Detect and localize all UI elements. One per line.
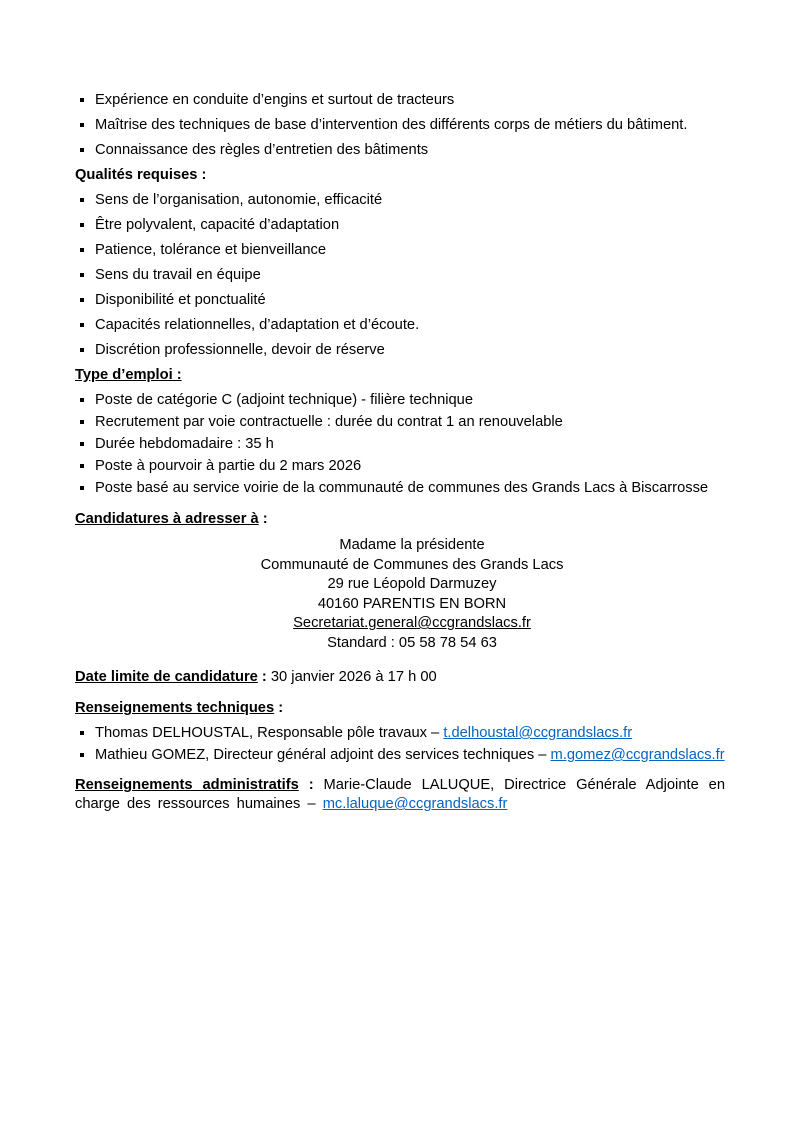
qualites-heading: Qualités requises : [75,167,207,183]
bullet-item [75,392,725,409]
bullet-square-icon [80,123,84,127]
bullet-square-icon [80,248,84,252]
renseignements-techniques-heading [75,700,725,717]
address-block [75,536,725,653]
admin-email-link[interactable]: mc.laluque@ccgrandslacs.fr [322,796,508,812]
bullet-square-icon [80,273,84,277]
renseignements-techniques-label: Renseignements techniques [75,700,275,716]
bullet-text: Recrutement par voie contractuelle : durée du contrat 1 an renouvelable [95,414,563,430]
bullet-text: Être polyvalent, capacité d’adaptation [95,217,340,233]
renseignements-techniques-colon: : [274,700,284,716]
bullet-text: Expérience en conduite d’engins et surtout de tracteurs [95,92,455,108]
type-emploi-heading: Type d’emploi : [75,367,182,383]
bullet-square-icon [80,223,84,227]
bullet-text: Patience, tolérance et bienveillance [95,242,327,258]
bullet-text: Connaissance des règles d’entretien des bâtiments [95,142,429,158]
contact-email-link[interactable]: t.delhoustal@ccgrandslacs.fr [443,725,633,741]
address-line: 40160 PARENTIS EN BORN [317,595,507,612]
bullet-item [75,414,725,431]
bullet-square-icon [80,98,84,102]
type-emploi-bullet-list [75,392,725,497]
date-limite-value: 30 janvier 2026 à 17 h 00 [270,669,437,685]
bullet-text: Poste basé au service voirie de la communauté de communes des Grands Lacs à Biscarrosse [95,480,709,496]
contact-text: Thomas DELHOUSTAL, Responsable pôle travaux – [95,725,444,741]
bullet-square-icon [80,398,84,402]
bullet-square-icon [80,348,84,352]
bullet-item [75,192,725,209]
renseignements-administratifs-text: Marie-Claude LALUQUE, Directrice Générale Adjointe en charge des ressources humaines – [75,777,725,812]
candidatures-heading [75,511,725,528]
bullet-item [75,436,725,453]
bullet-text: Durée hebdomadaire : 35 h [95,436,274,452]
bullet-square-icon [80,198,84,202]
qualites-bullet-list [75,192,725,359]
renseignements-administratifs-paragraph [75,776,725,814]
bullet-text: Sens de l’organisation, autonomie, efficacité [95,192,383,208]
contacts-bullet-list [75,725,725,764]
address-line: Communauté de Communes des Grands Lacs [260,556,564,573]
bullet-text: Discrétion professionnelle, devoir de réserve [95,342,385,358]
candidatures-heading-colon: : [258,511,268,527]
address-phone-line: Standard : 05 58 78 54 63 [327,634,497,651]
bullet-text: Sens du travail en équipe [95,267,261,283]
bullet-square-icon [80,464,84,468]
bullet-item [75,92,725,109]
contact-email-link[interactable]: m.gomez@ccgrandslacs.fr [550,747,725,763]
bullet-item [75,292,725,309]
date-limite-label: Date limite de candidature [75,669,258,685]
bullet-square-icon [80,731,84,735]
address-email-line [99,614,725,634]
contact-item [75,747,725,764]
renseignements-administratifs-label: Renseignements administratifs [75,777,299,793]
intro-bullet-list [75,92,725,159]
bullet-square-icon [80,420,84,424]
bullet-item [75,317,725,334]
candidatures-heading-label: Candidatures à adresser à [75,511,259,527]
bullet-square-icon [80,486,84,490]
address-line: Madame la présidente [339,537,485,553]
contact-item [75,725,725,742]
date-limite-colon: : [257,669,271,685]
bullet-square-icon [80,323,84,327]
bullet-item [75,267,725,284]
address-line: 29 rue Léopold Darmuzey [327,576,497,592]
bullet-text: Disponibilité et ponctualité [95,292,266,308]
bullet-square-icon [80,298,84,302]
contact-text: Mathieu GOMEZ, Directeur général adjoint des services techniques – [95,747,551,763]
bullet-item [75,242,725,259]
bullet-item [75,458,725,475]
bullet-item [75,217,725,234]
bullet-text: Poste de catégorie C (adjoint technique) - filière technique [95,392,474,408]
bullet-square-icon [80,753,84,757]
bullet-text: Capacités relationnelles, d’adaptation et d’écoute. [95,317,420,333]
bullet-square-icon [80,148,84,152]
bullet-text: Maîtrise des techniques de base d’intervention des différents corps de métiers du bâtiment. [95,117,688,133]
bullet-item [75,142,725,159]
secretariat-email-link[interactable]: Secretariat.general@ccgrandslacs.fr [293,615,531,631]
bullet-text: Poste à pourvoir à partie du 2 mars 2026 [95,458,362,474]
bullet-item [75,480,725,497]
bullet-item [75,342,725,359]
renseignements-administratifs-colon: : [298,777,324,793]
bullet-square-icon [80,442,84,446]
date-limite-line [75,668,725,686]
bullet-item [75,117,725,134]
